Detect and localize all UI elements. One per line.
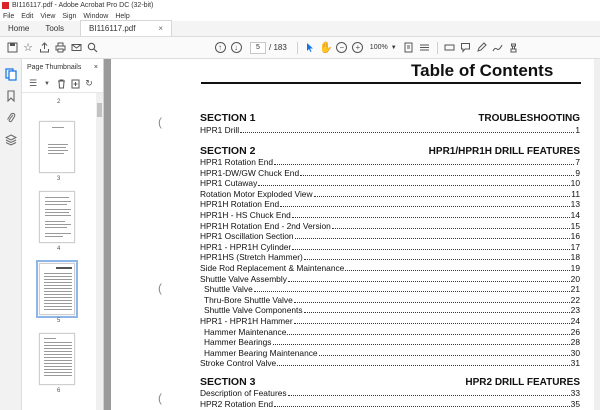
toc-entry-title: Shuttle Valve Components xyxy=(204,305,303,316)
section-heading xyxy=(200,112,580,124)
bookmarks-icon[interactable] xyxy=(0,85,22,107)
section-title: TROUBLESHOOTING xyxy=(478,113,580,124)
document-scrollbar[interactable] xyxy=(594,59,600,410)
toc-entry[interactable] xyxy=(200,199,580,209)
toc-page-number: 20 xyxy=(570,273,580,284)
toc-leader-dots xyxy=(240,132,574,133)
upload-icon[interactable] xyxy=(36,40,52,56)
toc-page-number: 11 xyxy=(571,188,580,199)
toc-page-number: 1 xyxy=(575,125,580,135)
toc-entry[interactable] xyxy=(200,358,580,368)
document-view xyxy=(104,59,600,410)
stamp-icon[interactable] xyxy=(506,40,522,56)
insert-page-icon[interactable] xyxy=(68,77,82,91)
toc-leader-dots xyxy=(332,228,570,229)
toc-entry-title: HPR1H Rotation End xyxy=(200,199,280,210)
toc-page-number: 17 xyxy=(570,241,580,252)
toc-entry[interactable] xyxy=(200,388,580,398)
attachments-icon[interactable] xyxy=(0,107,22,129)
thumbnail-page-4[interactable] xyxy=(39,191,75,243)
toc-leader-dots xyxy=(294,302,570,303)
menu-view[interactable]: View xyxy=(40,12,56,20)
toc-page-number: 21 xyxy=(570,284,580,295)
thumbnails-header xyxy=(22,59,103,75)
toc-leader-dots xyxy=(254,291,570,292)
previous-page-button[interactable] xyxy=(212,40,228,56)
save-icon[interactable] xyxy=(4,40,20,56)
toc-page-number: 16 xyxy=(570,231,580,242)
toc-page-number: 28 xyxy=(570,337,580,348)
tab-document[interactable] xyxy=(80,20,172,36)
toc-page-number: 33 xyxy=(570,388,580,398)
options-menu-icon[interactable]: ☰ xyxy=(28,78,38,88)
toc-leader-dots xyxy=(258,185,569,186)
toc-leader-dots xyxy=(292,249,569,250)
thumbnail-page-number: 3 xyxy=(57,176,61,182)
section-label: SECTION 3 xyxy=(200,376,256,388)
section-title: HPR2 DRILL FEATURES xyxy=(465,377,580,388)
toc-entry[interactable] xyxy=(200,231,580,241)
margin-mark: ( xyxy=(158,391,162,405)
toc-leader-dots xyxy=(319,355,570,356)
toc-entry-title: HPR1H Rotation End - 2nd Version xyxy=(200,220,331,231)
tab-home[interactable]: Home xyxy=(8,23,30,33)
toc-leader-dots xyxy=(294,323,570,324)
toc-page-number: 26 xyxy=(570,326,580,337)
menu-window[interactable]: Window xyxy=(83,12,109,20)
toc-leader-dots xyxy=(295,238,570,239)
toc-entry-title: Hammer Bearing Maintenance xyxy=(204,347,318,358)
toc-leader-dots xyxy=(314,196,571,197)
thumbnails-toolbar xyxy=(22,75,103,93)
pdf-page xyxy=(111,59,594,410)
arrow-down-icon: ↓ xyxy=(231,42,242,53)
tab-tools[interactable]: Tools xyxy=(45,23,65,33)
tab-close-icon[interactable]: × xyxy=(158,24,164,33)
margin-mark: ( xyxy=(158,281,162,295)
toc-entry-title: Thru-Bore Shuttle Valve xyxy=(204,294,293,305)
page-total: / 183 xyxy=(269,43,287,52)
zoom-in-button[interactable] xyxy=(350,40,366,56)
toc-entry-title: HPR1-DW/GW Chuck End xyxy=(200,167,300,178)
toc-entry-title: HPR1 - HPR1H Hammer xyxy=(200,316,293,326)
scrollbar-thumb[interactable] xyxy=(97,103,102,117)
menu-edit[interactable]: Edit xyxy=(21,12,34,20)
toc-entry-title: HPR1 Drill xyxy=(200,125,240,135)
layers-icon[interactable] xyxy=(0,129,22,151)
toc-entry-title: Hammer Bearings xyxy=(204,337,272,348)
toc-entry[interactable] xyxy=(200,125,580,135)
plus-icon: + xyxy=(352,42,363,53)
toc-page-number: 31 xyxy=(570,358,580,369)
toc-page-number: 24 xyxy=(570,316,580,326)
toc-entry[interactable] xyxy=(200,252,580,262)
toc-entry[interactable] xyxy=(200,316,580,326)
toc-page-number: 23 xyxy=(570,305,580,316)
title-rule xyxy=(201,82,581,84)
toc-leader-dots xyxy=(288,395,570,396)
toc-entry-title: HPR1HS (Stretch Hammer) xyxy=(200,252,303,263)
draw-icon[interactable] xyxy=(490,40,506,56)
pen-icon[interactable] xyxy=(474,40,490,56)
page-thumbnails-panel xyxy=(22,59,104,410)
toc-leader-dots xyxy=(274,164,574,165)
zoom-out-button[interactable] xyxy=(334,40,350,56)
chevron-down-icon[interactable]: ▼ xyxy=(44,80,50,87)
delete-page-icon[interactable] xyxy=(54,77,68,91)
toc-entry[interactable] xyxy=(200,210,580,220)
tabs-bar xyxy=(0,21,600,37)
toc-entry-title: Shuttle Valve Assembly xyxy=(200,273,287,284)
comment-icon[interactable] xyxy=(458,40,474,56)
left-navigation-rail xyxy=(0,59,22,410)
toc-page-number: 7 xyxy=(575,157,580,167)
thumbnail-page-6[interactable] xyxy=(39,333,75,385)
toc-entry[interactable] xyxy=(200,274,580,284)
next-page-button[interactable] xyxy=(228,40,244,56)
section-heading xyxy=(200,376,580,388)
toc-leader-dots xyxy=(273,344,570,345)
toc-page-number: 10 xyxy=(570,178,580,189)
toc-entry-title: Shuttle Valve xyxy=(204,284,253,295)
thumbnail-page-number: 6 xyxy=(57,388,61,394)
toc-entry[interactable] xyxy=(200,178,580,188)
select-tool-button[interactable] xyxy=(302,40,318,56)
toc-page-number: 15 xyxy=(570,220,580,231)
hand-tool-button[interactable]: ✋ xyxy=(318,42,333,54)
toc-entry[interactable] xyxy=(200,337,580,347)
section-heading xyxy=(200,145,580,157)
highlight-tool-button[interactable] xyxy=(442,40,458,56)
close-panel-icon[interactable]: × xyxy=(93,63,98,71)
arrow-up-icon: ↑ xyxy=(215,42,226,53)
print-icon[interactable] xyxy=(52,40,68,56)
toc-leader-dots xyxy=(287,334,569,335)
section-label: SECTION 2 xyxy=(200,145,256,157)
toc-leader-dots xyxy=(274,406,570,407)
toolbar-divider xyxy=(297,42,298,54)
toc-leader-dots xyxy=(288,281,570,282)
minus-icon: − xyxy=(336,42,347,53)
chevron-down-icon: ▼ xyxy=(390,44,397,51)
toc-entry[interactable] xyxy=(200,168,580,178)
toc-entry-title: HPR1 Cutaway xyxy=(200,178,258,189)
bookmark-star-icon[interactable]: ☆ xyxy=(23,42,33,54)
thumbnail-page-3[interactable] xyxy=(39,121,75,173)
toc-leader-dots xyxy=(277,365,569,366)
toc-page-number: 14 xyxy=(570,210,580,220)
window-title: BI116117.pdf - Adobe Acrobat Pro DC (32-bit) xyxy=(12,2,154,9)
search-icon[interactable] xyxy=(84,40,100,56)
toc-entry-title: HPR1 Oscillation Section xyxy=(200,231,294,242)
thumbnails-scrollbar[interactable] xyxy=(96,93,103,410)
section-title: HPR1/HPR1H DRILL FEATURES xyxy=(428,146,580,157)
zoom-value: 100% xyxy=(369,44,388,51)
toc-entry-title: Stroke Control Valve xyxy=(200,358,277,369)
thumbnail-page-number: 5 xyxy=(57,318,61,324)
cursor-arrow-icon xyxy=(305,42,315,53)
toc-leader-dots xyxy=(304,312,570,313)
toc-entry-title: Rotation Motor Exploded View xyxy=(200,188,313,199)
toc-leader-dots xyxy=(280,206,570,207)
toolbar xyxy=(0,37,600,59)
menu-help[interactable]: Help xyxy=(115,12,130,20)
thumbnail-page-number: 2 xyxy=(57,99,61,105)
toc-entry-title: HPR1 - HPR1H Cylinder xyxy=(200,241,292,252)
rotate-page-icon[interactable]: ↻ xyxy=(85,78,93,88)
acrobat-app-icon xyxy=(2,2,9,9)
toc-leader-dots xyxy=(345,270,569,271)
toc-entry-title: HPR1 Rotation End xyxy=(200,157,274,167)
toc-entry[interactable] xyxy=(200,295,580,305)
margin-mark: ( xyxy=(158,115,162,129)
toc-entry[interactable] xyxy=(200,284,580,294)
page-display-button[interactable] xyxy=(417,40,433,56)
toc-entry-title: HPR1H - HS Chuck End xyxy=(200,210,291,220)
toc-page-number: 30 xyxy=(570,347,580,358)
menu-sign[interactable]: Sign xyxy=(62,12,77,20)
toc-entry-title: Description of Features xyxy=(200,388,287,398)
toc-entry[interactable] xyxy=(200,157,580,167)
email-icon[interactable] xyxy=(68,40,84,56)
toc-entry-title: HPR2 Rotation End xyxy=(200,398,274,409)
thumbnails-title: Page Thumbnails xyxy=(27,63,82,71)
toc-page-number: 9 xyxy=(575,167,580,178)
toc-entry[interactable] xyxy=(200,327,580,337)
fit-page-button[interactable] xyxy=(401,40,417,56)
section-label: SECTION 1 xyxy=(200,112,256,124)
toc-leader-dots xyxy=(300,175,574,176)
tab-document-label: BI116117.pdf xyxy=(89,24,136,33)
page-title: Table of Contents xyxy=(411,61,554,80)
toc-entry[interactable] xyxy=(200,189,580,199)
zoom-dropdown[interactable] xyxy=(370,44,397,51)
toc-page-number: 18 xyxy=(570,252,580,263)
toc-entry-title: Hammer Maintenance xyxy=(204,326,287,337)
toc-entry[interactable] xyxy=(200,221,580,231)
toc-page-number: 35 xyxy=(570,398,580,409)
toc-entry[interactable] xyxy=(200,348,580,358)
thumbnail-page-5[interactable] xyxy=(39,263,75,315)
toc-leader-dots xyxy=(292,217,570,218)
toc-leader-dots xyxy=(304,259,570,260)
thumbnail-page-number: 4 xyxy=(57,246,61,252)
toc-page-number: 19 xyxy=(570,263,580,273)
page-thumbnails-icon[interactable] xyxy=(0,63,22,85)
toc-entry-title: Side Rod Replacement & Maintenance xyxy=(200,263,345,273)
toolbar-divider xyxy=(437,42,438,54)
toc-entry[interactable] xyxy=(200,305,580,315)
menu-file[interactable]: File xyxy=(3,12,15,20)
toc-page-number: 13 xyxy=(570,199,580,210)
page-navigator xyxy=(250,42,287,54)
toc-entry[interactable] xyxy=(200,399,580,409)
toc-entry[interactable] xyxy=(200,242,580,252)
title-bar xyxy=(0,0,600,11)
page-number-input[interactable]: 5 xyxy=(250,42,266,54)
toc-page-number: 22 xyxy=(570,294,580,305)
toc-entry[interactable] xyxy=(200,263,580,273)
